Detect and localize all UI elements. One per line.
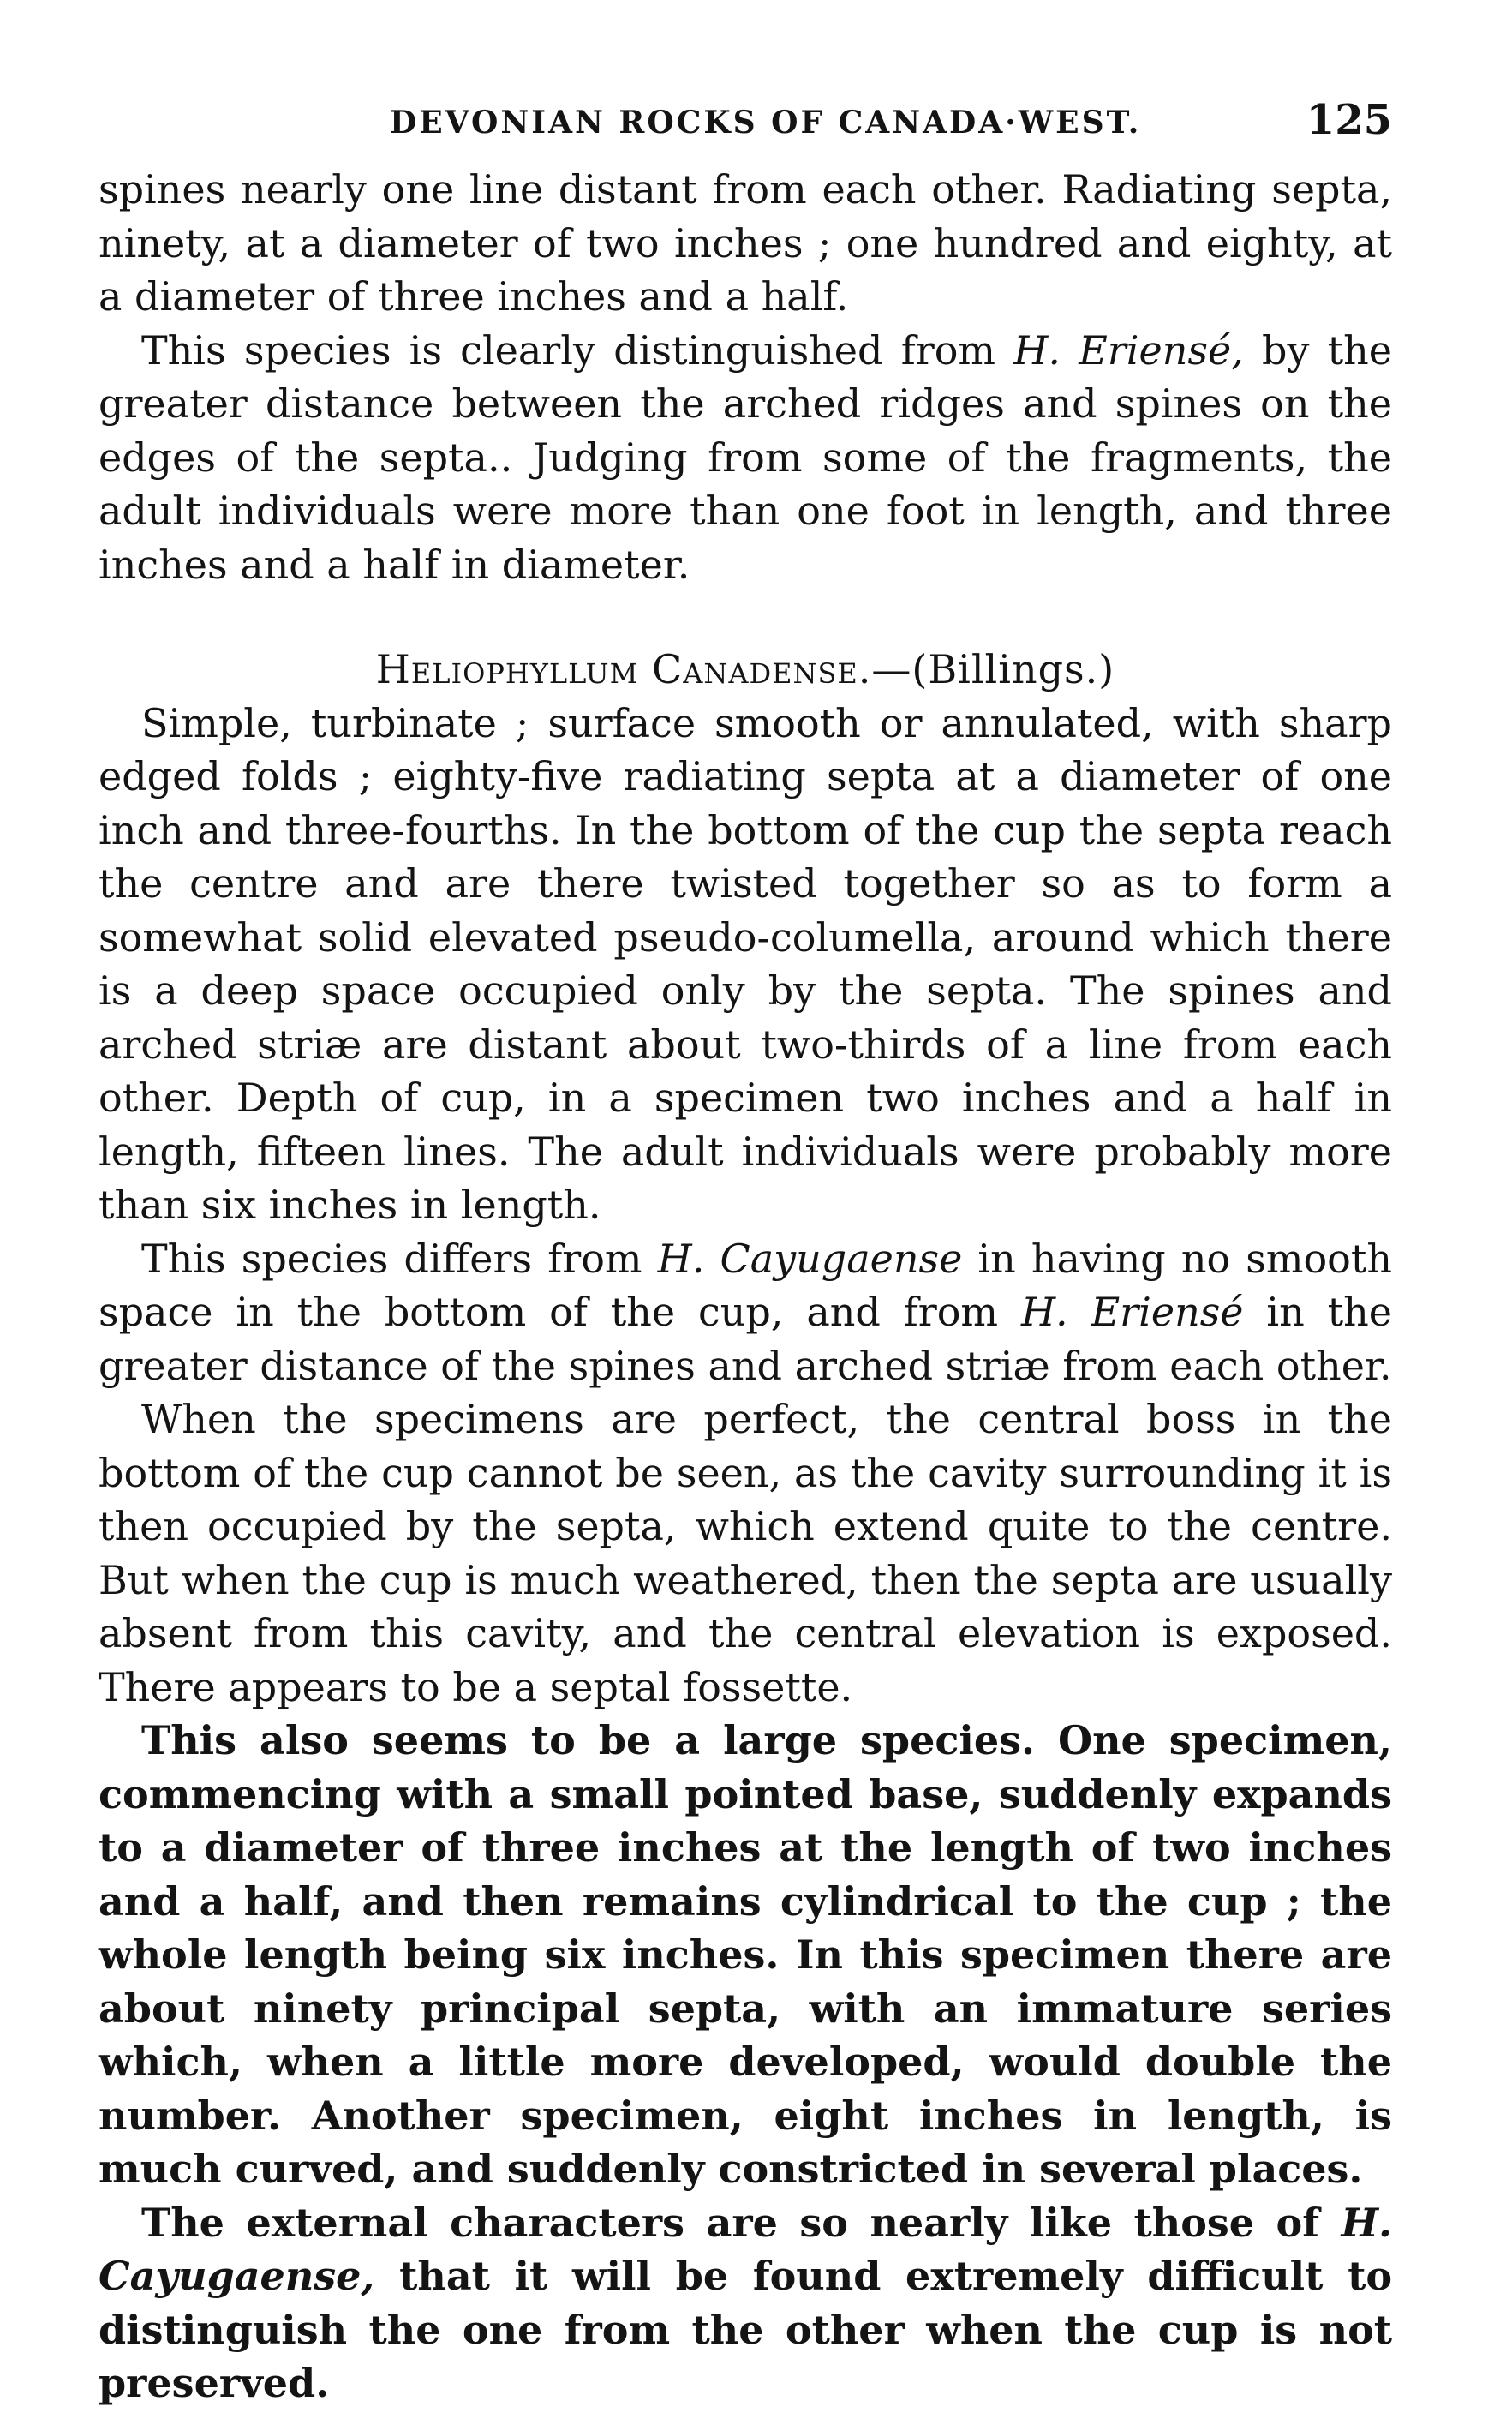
paragraph-text: by the greater distance between the arched ridges and spines on the edges of the septa.. Judging from some of the fragments, the adult individuals were more than one foot in length, and three inches and a half in diameter. [99, 326, 1392, 588]
paragraph-large-species: This also seems to be a large species. One specimen, commencing with a small pointed base, suddenly expands to a diameter of three inches at the length of two inches and a half, and then remains cylindrical to the cup ; the whole length being six inches. In this specimen there are about ninety principal septa, with an immature series which, when a little more developed, would double the number. Another specimen, eight inches in length, is much curved, and suddenly constricted in several places. [99, 1717, 1392, 2192]
species-reference: H. Cayugaense, [99, 2199, 1392, 2299]
species-reference: H. Eriensé [1020, 1289, 1244, 1335]
paragraph-external-characters [99, 2196, 1392, 2410]
paragraph-text: in having no smooth space in the bottom of the cup, and from [99, 1235, 1392, 1335]
paragraph-text: This species differs from [141, 1235, 658, 1282]
species-author: —(Billings.) [871, 646, 1115, 692]
body-text [99, 163, 1392, 2410]
paragraph-central-boss: When the specimens are perfect, the central boss in the bottom of the cup cannot be seen, as the cavity surrounding it is then occupied by the septa, which extend quite to the centre. But when the cup is much weathered, then the septa are usually absent from this cavity, and the central elevation is exposed. There appears to be a septal fossette. [99, 1396, 1392, 1710]
species-reference: H. Cayugaense [657, 1235, 963, 1282]
paragraph-text: This species is clearly distinguished from [141, 326, 1014, 374]
section-heading [99, 643, 1392, 697]
paragraph-text: that it will be found extremely difficult to distinguish the one from the other when the cup is not preserved. [99, 2253, 1392, 2406]
page-header [99, 94, 1392, 154]
species-name: Heliophyllum Canadense. [375, 646, 872, 692]
species-reference: H. Eriensé, [1013, 326, 1244, 374]
paragraph-text: in the greater distance of the spines and arched striæ from each other. [99, 1289, 1392, 1389]
paragraph-text: The external characters are so nearly like those of [141, 2199, 1342, 2246]
running-head: DEVONIAN ROCKS OF CANADA·WEST. [390, 105, 1142, 141]
paragraph-description: Simple, turbinate ; surface smooth or annulated, with sharp edged folds ; eighty-five radiating septa at a diameter of one inch and three-fourths. In the bottom of the cup the septa reach the centre and are there twisted together so as to form a somewhat solid elevated pseudo-columella, around which there is a deep space occupied only by the septa. The spines and arched striæ are distant about two-thirds of a line from each other. Depth of cup, in a specimen two inches and a half in length, fifteen lines. The adult individuals were probably more than six inches in length. [99, 699, 1392, 1228]
paragraph-comparison [99, 1232, 1392, 1393]
paragraph-distinction [99, 324, 1392, 592]
page-number: 125 [1306, 96, 1392, 144]
paragraph-continued: spines nearly one line distant from each other. Radiating septa, ninety, at a diameter of two inches ; one hundred and eighty, at a diameter of three inches and a half. [99, 166, 1392, 320]
